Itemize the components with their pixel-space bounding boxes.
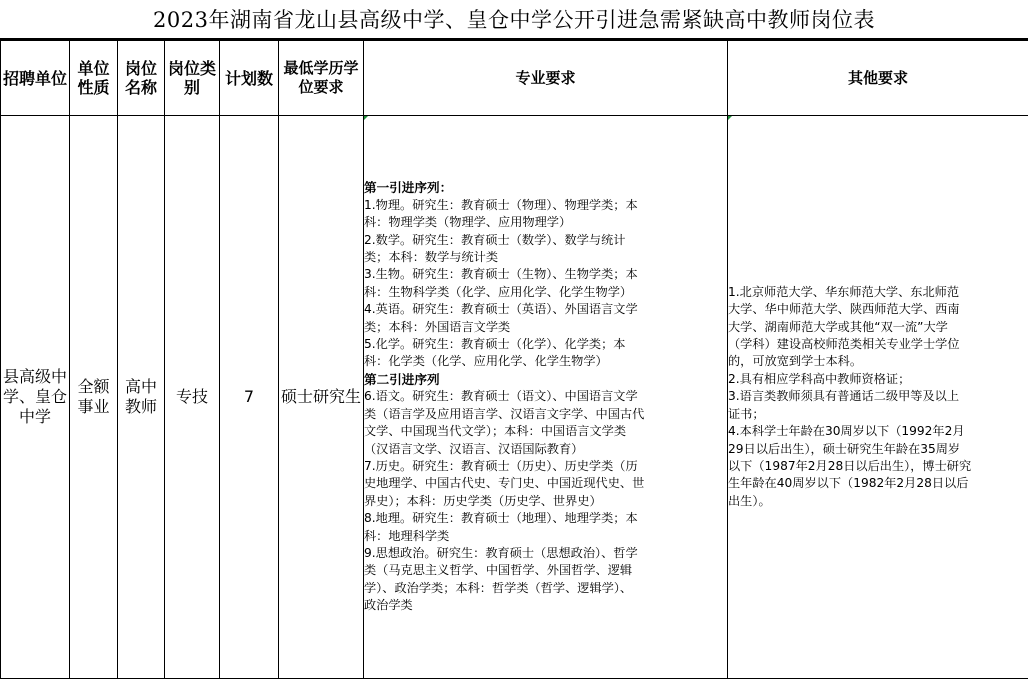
major-line: 科：生物科学类（化学、应用化学、化学生物学） [364,284,727,301]
other-requirement-line: 以下（1987年2月28日以后出生），博士研究 [728,458,1028,475]
other-requirement-line: 29日以后出生），硕士研究生年龄在35周岁 [728,441,1028,458]
major-line: 1.物理。研究生：教育硕士（物理）、物理学类；本 [364,197,727,214]
major-line: 3.生物。研究生：教育硕士（生物）、生物学类；本 [364,266,727,283]
major-line: 类；本科：数学与统计类 [364,249,727,266]
major-line: 5.化学。研究生：教育硕士（化学）、化学类；本 [364,336,727,353]
table-row [1,116,1028,679]
major-line: 类（马克思主义哲学、中国哲学、外国哲学、逻辑 [364,562,727,579]
cell-major[interactable] [364,116,728,679]
major-line: 2.数学。研究生：教育硕士（数学）、数学与统计 [364,232,727,249]
other-requirement-line: 大学、华中师范大学、陕西师范大学、西南 [728,301,1028,318]
header-degree[interactable]: 最低学历学位要求 [279,41,364,116]
major-group-heading: 第一引进序列： [364,179,727,196]
header-unit-nature[interactable]: 单位性质 [70,41,118,116]
other-requirement-line: 生年龄在40周岁以下（1982年2月28日以后 [728,475,1028,492]
major-line: 史地理学、中国古代史、专门史、中国近现代史、世 [364,475,727,492]
table-title: 2023年湖南省龙山县高级中学、皇仓中学公开引进急需紧缺高中教师岗位表 [0,0,1028,40]
major-line: 7.历史。研究生：教育硕士（历史）、历史学类（历 [364,458,727,475]
major-line: 8.地理。研究生：教育硕士（地理）、地理学类；本 [364,510,727,527]
major-line: 6.语文。研究生：教育硕士（语文）、中国语言文学 [364,388,727,405]
cell-unit[interactable]: 县高级中学、皇仓中学 [1,116,70,679]
major-line: 文学、中国现当代文学）；本科：中国语言文学类 [364,423,727,440]
other-requirement-line: 4.本科学士年龄在30周岁以下（1992年2月 [728,423,1028,440]
major-line: 类；本科：外国语言文学类 [364,319,727,336]
header-quota[interactable]: 计划数 [220,41,279,116]
header-row [1,41,1028,116]
major-line: 学）、政治学类；本科：哲学类（哲学、逻辑学）、 [364,580,727,597]
cell-other[interactable] [728,116,1028,679]
other-requirement-line: 证书； [728,406,1028,423]
major-line: 界史）；本科：历史学类（历史学、世界史） [364,493,727,510]
other-requirement-line: 3.语言类教师须具有普通话二级甲等及以上 [728,388,1028,405]
comment-indicator-icon [364,116,368,120]
other-requirement-line: 2.具有相应学科高中教师资格证； [728,371,1028,388]
other-requirement-line: 大学、湖南师范大学或其他“双一流”大学 [728,319,1028,336]
cell-post-type[interactable]: 专技 [165,116,220,679]
job-positions-table [0,40,1028,679]
other-text [728,284,1028,510]
other-requirement-line: 的，可放宽到学士本科。 [728,353,1028,370]
other-requirement-line: 1.北京师范大学、华东师范大学、东北师范 [728,284,1028,301]
comment-indicator-icon [728,116,732,120]
major-text [364,179,727,614]
cell-quota[interactable]: 7 [220,116,279,679]
major-line: 4.英语。研究生：教育硕士（英语）、外国语言文学 [364,301,727,318]
major-line: （汉语言文学、汉语言、汉语国际教育） [364,441,727,458]
cell-unit-nature[interactable]: 全额事业 [70,116,118,679]
cell-degree[interactable]: 硕士研究生 [279,116,364,679]
header-post-type[interactable]: 岗位类别 [165,41,220,116]
header-post-name[interactable]: 岗位名称 [118,41,165,116]
header-unit[interactable]: 招聘单位 [1,41,70,116]
major-line: 类（语言学及应用语言学、汉语言文字学、中国古代 [364,406,727,423]
major-line: 科：地理科学类 [364,528,727,545]
major-group-heading: 第二引进序列 [364,371,727,388]
other-requirement-line: 出生）。 [728,493,1028,510]
header-major[interactable]: 专业要求 [364,41,728,116]
major-line: 科：化学类（化学、应用化学、化学生物学） [364,353,727,370]
cell-post-name[interactable]: 高中教师 [118,116,165,679]
header-other[interactable]: 其他要求 [728,41,1028,116]
major-line: 9.思想政治。研究生：教育硕士（思想政治）、哲学 [364,545,727,562]
major-line: 政治学类 [364,597,727,614]
major-line: 科：物理学类（物理学、应用物理学） [364,214,727,231]
other-requirement-line: （学科）建设高校师范类相关专业学士学位 [728,336,1028,353]
